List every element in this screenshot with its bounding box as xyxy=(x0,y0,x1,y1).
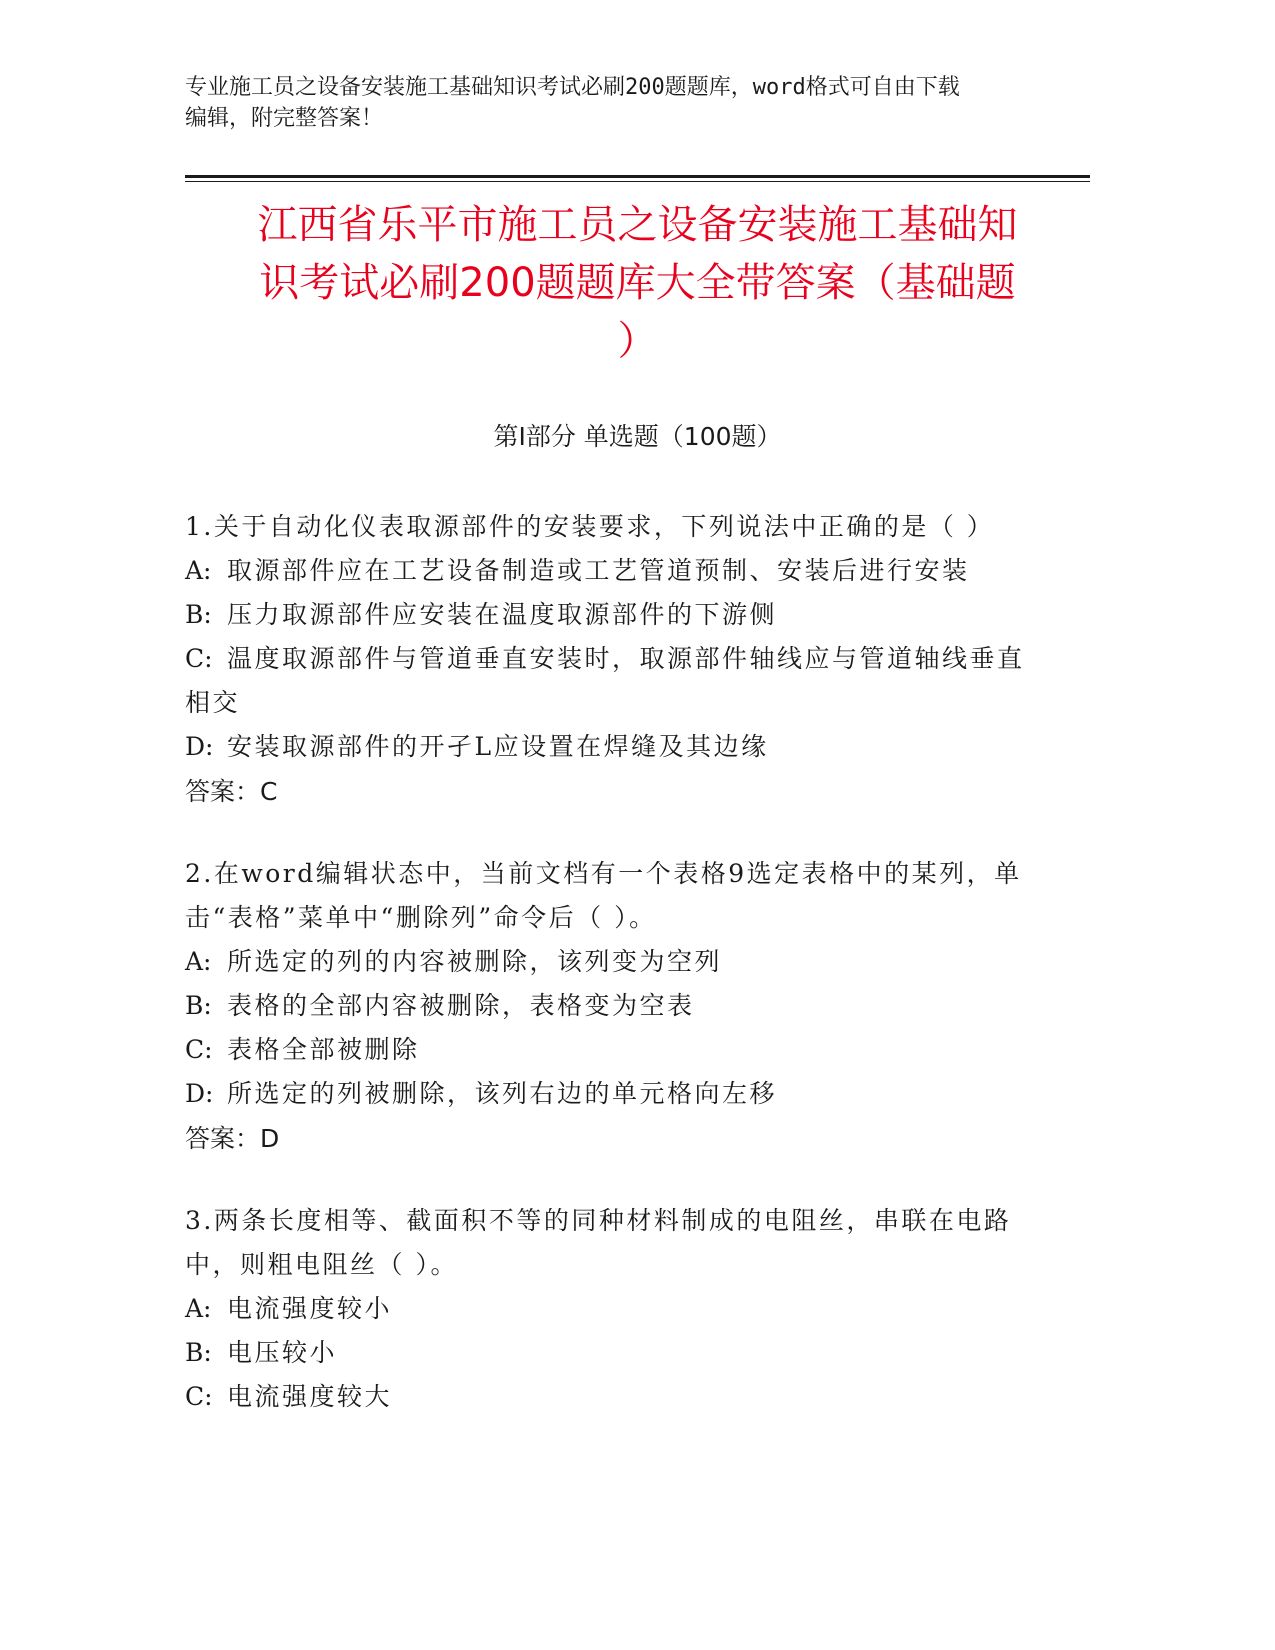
section-title: 第Ⅰ部分 单选题（100题） xyxy=(493,422,782,451)
answer-option xyxy=(185,593,1090,637)
answer-option xyxy=(185,725,1090,769)
answer-option xyxy=(185,1028,1090,1072)
document-title-line: 江西省乐平市施工员之设备安装施工基础知 xyxy=(257,202,1018,248)
document-title xyxy=(185,196,1090,370)
option-key: B: xyxy=(185,991,212,1020)
option-key: A: xyxy=(185,947,212,976)
answer-option xyxy=(185,940,1090,984)
answer-option xyxy=(185,1375,1090,1419)
option-text: 所选定的列的内容被删除，该列变为空列 xyxy=(227,947,723,976)
header-divider-thin xyxy=(185,181,1090,182)
option-text: 压力取源部件应安装在温度取源部件的下游侧 xyxy=(227,600,778,629)
header-note xyxy=(185,72,1090,134)
answer-option xyxy=(185,549,1090,593)
correct-answer: 答案：C xyxy=(185,777,278,806)
option-key: C: xyxy=(185,644,213,673)
option-text: 表格全部被删除 xyxy=(227,1035,420,1064)
question-list xyxy=(185,505,1090,1456)
option-key: B: xyxy=(185,1338,212,1367)
answer-option-continuation: 相交 xyxy=(185,688,241,717)
document-title-line: ） xyxy=(617,318,658,364)
answer-option xyxy=(185,637,1090,681)
document-title-line: 识考试必刷200题题库大全带答案（基础题 xyxy=(259,260,1016,306)
question-item xyxy=(185,1199,1090,1419)
option-text: 所选定的列被删除，该列右边的单元格向左移 xyxy=(227,1079,778,1108)
answer-option xyxy=(185,1287,1090,1331)
question-stem: 3.两条长度相等、截面积不等的同种材料制成的电阻丝，串联在电路 xyxy=(185,1206,1012,1235)
header-note-line: 编辑，附完整答案！ xyxy=(185,106,384,131)
option-key: C: xyxy=(185,1035,213,1064)
question-item xyxy=(185,852,1090,1162)
option-key: C: xyxy=(185,1382,213,1411)
question-stem: 2.在word编辑状态中，当前文档有一个表格9选定表格中的某列，单 xyxy=(185,859,1022,888)
answer-option xyxy=(185,1072,1090,1116)
option-key: B: xyxy=(185,600,212,629)
option-key: D: xyxy=(185,1079,214,1108)
option-text: 安装取源部件的开孑L应设置在焊缝及其边缘 xyxy=(227,732,769,761)
option-key: A: xyxy=(185,1294,212,1323)
option-text: 电流强度较小 xyxy=(227,1294,393,1323)
option-text: 表格的全部内容被删除，表格变为空表 xyxy=(227,991,695,1020)
option-text: 取源部件应在工艺设备制造或工艺管道预制、安装后进行安装 xyxy=(227,556,970,585)
question-stem: 中，则粗电阻丝（ ）。 xyxy=(185,1250,458,1279)
option-text: 电流强度较大 xyxy=(227,1382,393,1411)
option-key: D: xyxy=(185,732,214,761)
header-divider xyxy=(185,175,1090,178)
option-key: A: xyxy=(185,556,212,585)
question-stem: 1.关于自动化仪表取源部件的安装要求，下列说法中正确的是（ ） xyxy=(185,512,995,541)
header-note-line: 专业施工员之设备安装施工基础知识考试必刷200题题库，word格式可自由下载 xyxy=(185,75,960,100)
question-stem: 击“表格”菜单中“删除列”命令后（ ）。 xyxy=(185,903,657,932)
question-item xyxy=(185,505,1090,815)
answer-option xyxy=(185,984,1090,1028)
answer-option xyxy=(185,1331,1090,1375)
option-text: 温度取源部件与管道垂直安装时，取源部件轴线应与管道轴线垂直 xyxy=(227,644,1025,673)
option-text: 电压较小 xyxy=(227,1338,338,1367)
correct-answer: 答案：D xyxy=(185,1124,280,1153)
